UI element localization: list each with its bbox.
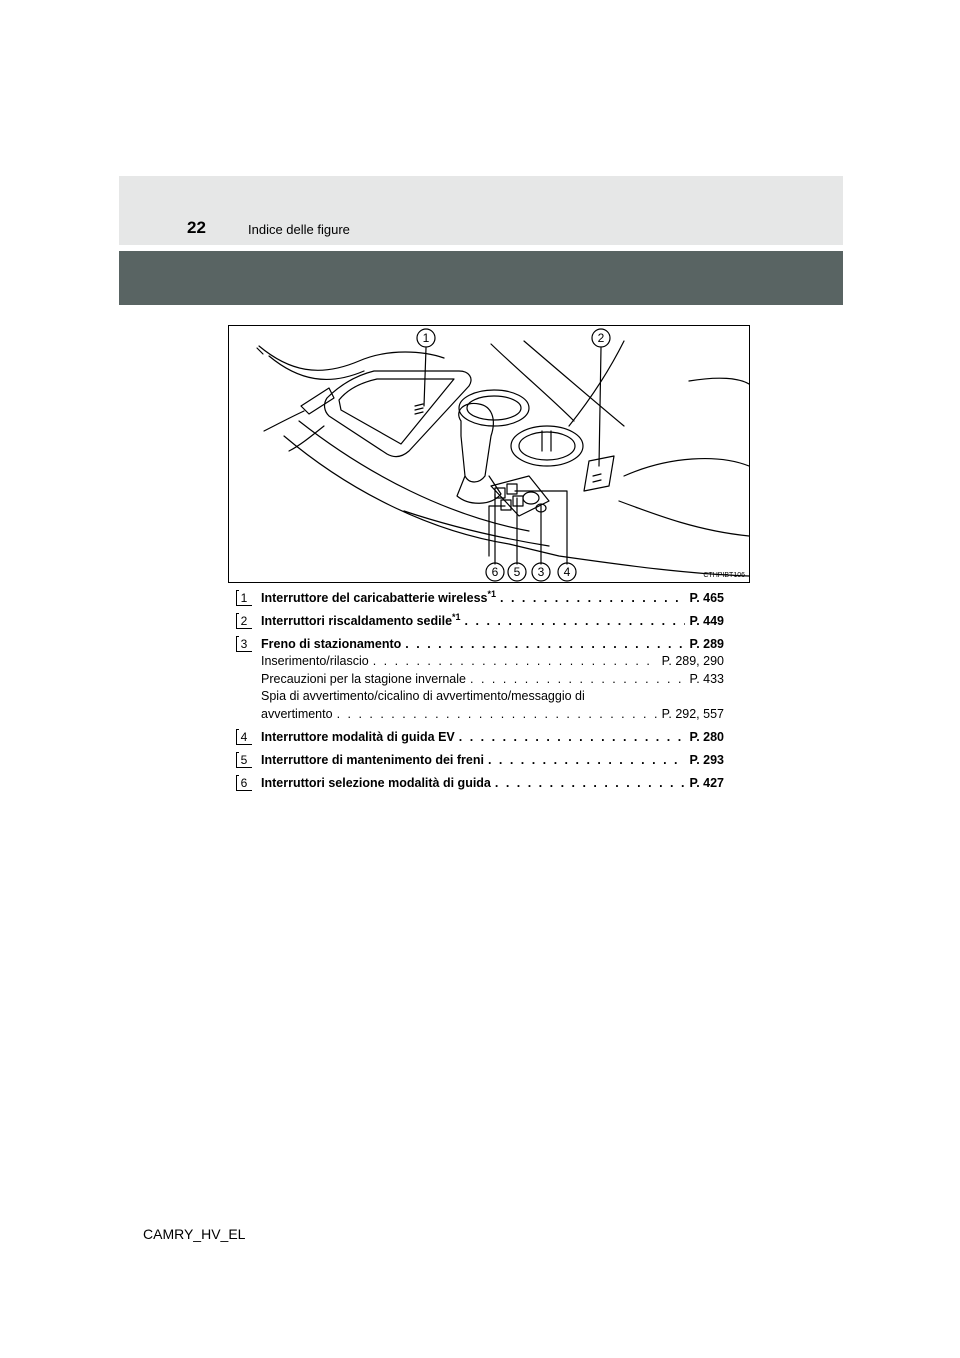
entry-main-row (236, 635, 724, 653)
entry-main-row (236, 728, 724, 746)
leader-dots (373, 653, 658, 671)
callout-4: 4 (563, 565, 571, 579)
entry-list (236, 589, 724, 792)
page-number: 22 (187, 218, 206, 237)
page-reference-link[interactable]: P. 280 (689, 730, 724, 744)
page-reference-link[interactable]: P. 292, 557 (661, 706, 724, 721)
leader-dots (405, 635, 685, 653)
page-reference-link[interactable]: P. 289 (689, 637, 724, 651)
callout-3: 3 (537, 565, 545, 579)
entry-label: Spia di avvertimento/cicalino di avvertimento/messaggio di (261, 689, 585, 703)
entry-item (236, 589, 724, 607)
entry-item (236, 774, 724, 792)
leader-dots (488, 751, 686, 769)
page-reference-link[interactable]: P. 289, 290 (661, 654, 724, 668)
entry-sub-row (236, 706, 724, 724)
entry-label: avvertimento (261, 706, 333, 721)
figure-code: CTHPIBT106 (703, 572, 745, 579)
entry-label: Interruttori selezione modalità di guida (261, 776, 491, 790)
footnote-marker: *1 (452, 611, 461, 622)
leader-dots (495, 774, 686, 792)
entry-number: 2 (236, 613, 252, 629)
page-reference-link[interactable]: P. 433 (689, 671, 724, 686)
entry-label: Freno di stazionamento (261, 637, 402, 651)
entry-number: 5 (236, 752, 252, 768)
callout-5: 5 (513, 565, 521, 579)
entry-main-row (236, 751, 724, 769)
entry-main-row (236, 612, 724, 630)
entry-label: Precauzioni per la stagione invernale (261, 671, 466, 686)
section-banner (119, 251, 843, 305)
page-reference-link[interactable]: P. 293 (689, 753, 724, 767)
entry-label: Interruttore del caricabatterie wireless$^{*1}$ (261, 588, 496, 605)
entry-sub-row (236, 653, 724, 671)
entry-number: 4 (236, 729, 252, 745)
header-band (119, 176, 843, 245)
entry-sub-row (236, 671, 724, 689)
entry-item (236, 635, 724, 723)
entry-label: Interruttori riscaldamento sedile$^{*1}$ (261, 611, 461, 628)
entry-number: 3 (236, 636, 252, 652)
entry-main-row (236, 589, 724, 607)
entry-item (236, 612, 724, 630)
entry-number: 1 (236, 590, 252, 606)
callout-1: 1 (422, 331, 430, 345)
leader-dots (500, 589, 685, 607)
entry-item (236, 728, 724, 746)
page-reference-link[interactable]: P. 465 (689, 591, 724, 605)
entry-label: Interruttore modalità di guida EV (261, 730, 455, 744)
center-console-drawing (229, 326, 749, 582)
entry-label: Interruttore di mantenimento dei freni (261, 753, 484, 767)
leader-dots (459, 728, 686, 746)
entry-sub-row (236, 688, 724, 706)
callout-2: 2 (597, 331, 605, 345)
section-title: Indice delle figure (248, 222, 350, 237)
footer-code: CAMRY_HV_EL (143, 1226, 246, 1242)
leader-dots (465, 612, 686, 630)
page-reference-link[interactable]: P. 449 (689, 614, 724, 628)
footnote-marker: *1 (487, 588, 496, 599)
leader-dots (470, 671, 685, 689)
leader-dots (337, 706, 658, 724)
entry-item (236, 751, 724, 769)
page-reference-link[interactable]: P. 427 (689, 776, 724, 790)
entry-number: 6 (236, 775, 252, 791)
entry-main-row (236, 774, 724, 792)
console-illustration (228, 325, 750, 583)
callout-6: 6 (491, 565, 499, 579)
entry-label: Inserimento/rilascio (261, 654, 369, 668)
